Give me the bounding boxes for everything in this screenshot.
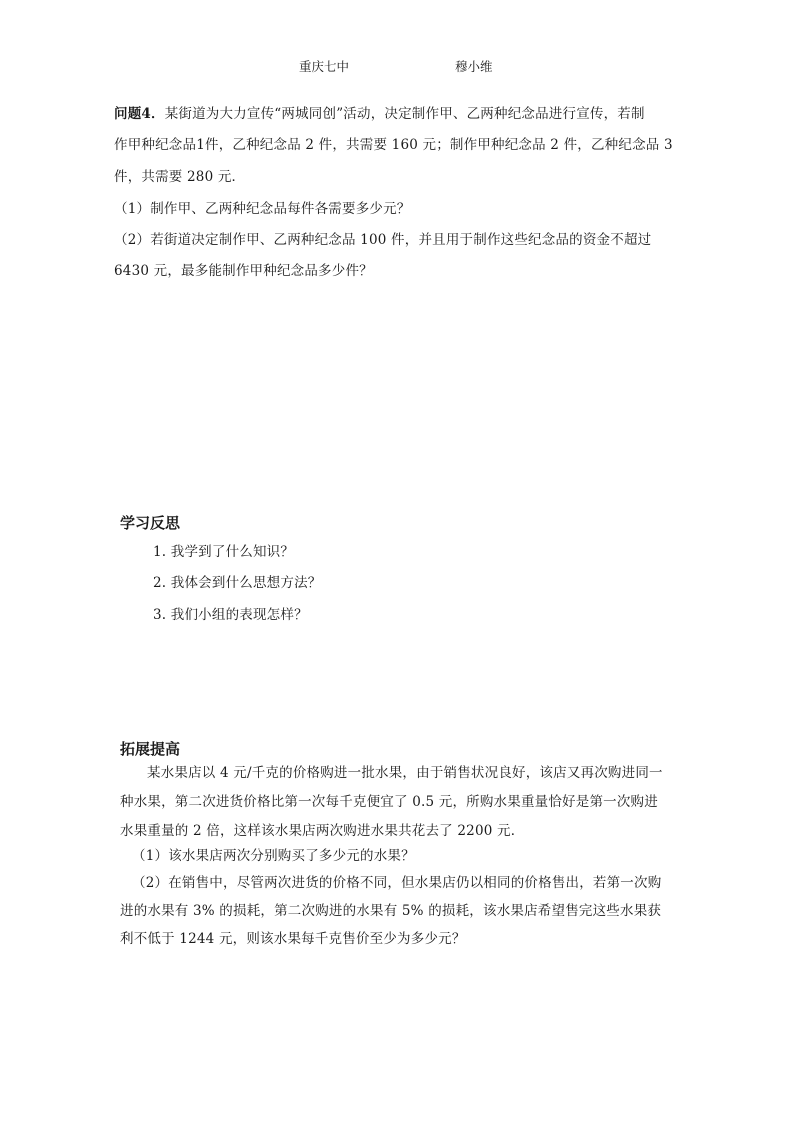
author-name: 穆小维 <box>455 59 493 74</box>
problem-4-line-2: 作甲种纪念品1件，乙种纪念品 2 件，共需要 160 元；制作甲种纪念品 2 件，乙种纪念品 3 <box>114 137 673 153</box>
extension-line-2: 种水果，第二次进货价格比第一次每千克便宜了 0.5 元，所购水果重量恰好是第一次购进 <box>120 794 658 810</box>
extension-line-1: 某水果店以 4 元/千克的价格购进一批水果，由于销售状况良好，该店又再次购进同一 <box>147 765 663 781</box>
extension-title: 拓展提高 <box>120 740 181 758</box>
extension-question-1: （1）该水果店两次分别购买了多少元的水果？ <box>132 848 415 864</box>
reflection-item: 3. 我们小组的表现怎样？ <box>153 607 308 623</box>
problem-4-text-1: 某街道为大力宣传“两城同创”活动，决定制作甲、乙两种纪念品进行宣传，若制 <box>164 106 645 122</box>
extension-question-2-line-1: （2）在销售中，尽管两次进货的价格不同，但水果店仍以相同的价格售出，若第一次购 <box>132 875 662 891</box>
extension-question-2-line-3: 利不低于 1244 元，则该水果每千克售价至少为多少元？ <box>120 931 466 947</box>
reflection-title: 学习反思 <box>120 514 181 532</box>
problem-4-question-2-line-2: 6430 元，最多能制作甲种纪念品多少件？ <box>114 263 373 279</box>
problem-4-line-1 <box>114 102 645 122</box>
extension-question-2-line-2: 进的水果有 3% 的损耗，第二次购进的水果有 5% 的损耗，该水果店希望售完这些水果获 <box>120 903 662 919</box>
school-name: 重庆七中 <box>299 59 350 74</box>
reflection-item: 2. 我体会到什么思想方法？ <box>153 575 322 591</box>
problem-4-line-3: 件，共需要 280 元． <box>114 169 246 185</box>
problem-4-question-1: （1）制作甲、乙两种纪念品每件各需要多少元？ <box>114 201 411 217</box>
extension-line-3: 水果重量的 2 倍，这样该水果店两次购进水果共花去了 2200 元． <box>120 823 525 839</box>
problem-4-question-2-line-1: （2）若街道决定制作甲、乙两种纪念品 100 件，并且用于制作这些纪念品的资金不超过 <box>114 232 652 248</box>
reflection-item: 1. 我学到了什么知识？ <box>153 544 295 560</box>
problem-4-label: 问题4． <box>114 106 165 122</box>
